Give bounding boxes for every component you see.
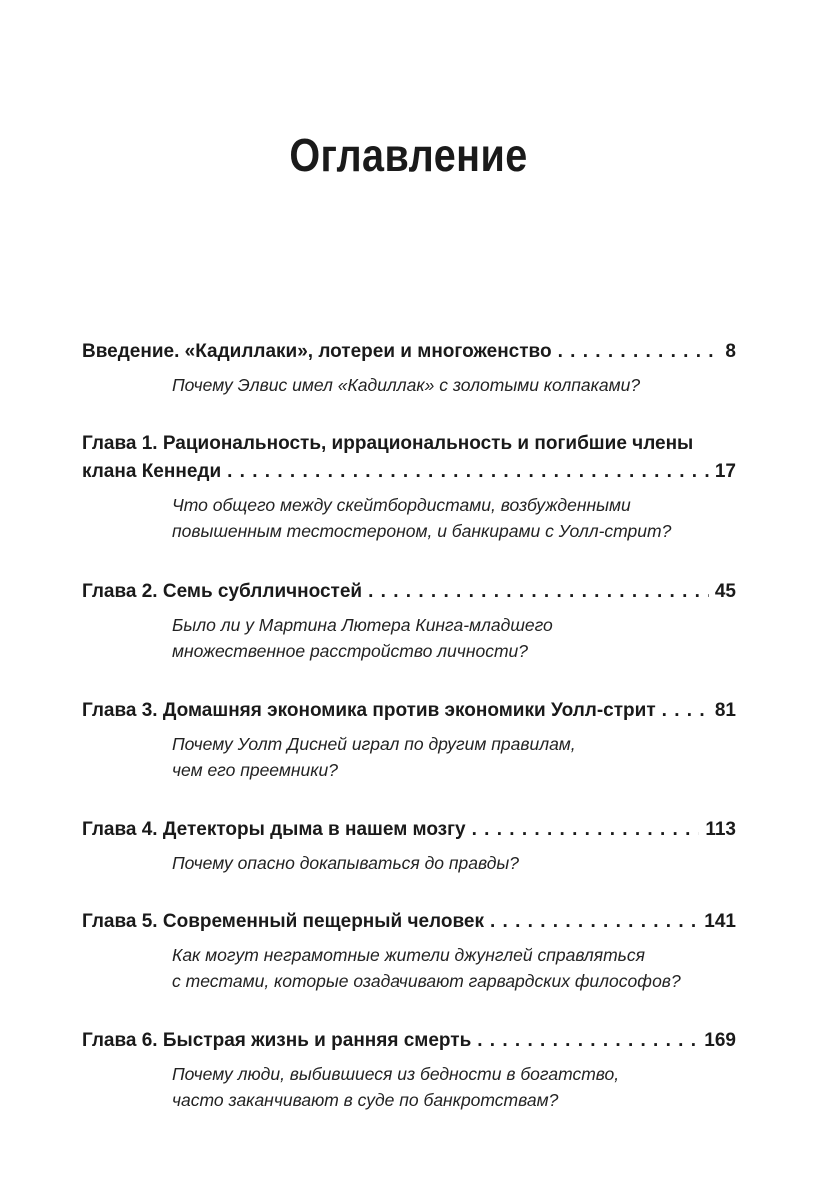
question-line: чем его преемники?: [172, 760, 338, 780]
toc-entry-line: [82, 1027, 736, 1055]
question-line: повышенным тестостероном, и банкирами с Уолл-стрит?: [172, 521, 672, 541]
question-line: Почему Уолт Дисней играл по другим правилам,: [172, 734, 576, 754]
toc-entry-line: [82, 908, 736, 936]
toc-entry-chapter-3[interactable]: [82, 697, 736, 783]
question-line: Как могут неграмотные жители джунглей справляться: [172, 945, 645, 965]
toc-entry-question: [172, 850, 736, 876]
question-line: Что общего между скейтбордистами, возбужденными: [172, 495, 631, 515]
question-line: Было ли у Мартина Лютера Кинга-младшего: [172, 615, 553, 635]
toc-entry-chapter-5[interactable]: [82, 908, 736, 994]
question-line: часто заканчивают в суде по банкротствам?: [172, 1090, 559, 1110]
toc-entry-title: Глава 3. Домашняя экономика против экономики Уолл-стрит: [82, 700, 656, 721]
toc-entry-chapter-1[interactable]: [82, 430, 736, 544]
dot-leader: [472, 816, 700, 844]
toc-page-number: 8: [725, 341, 736, 362]
toc-entry-introduction[interactable]: [82, 338, 736, 398]
toc-entry-line: [82, 578, 736, 606]
dot-leader: [368, 578, 709, 606]
toc-entry-question: [172, 731, 736, 783]
toc-entry-title: Введение. «Кадиллаки», лотереи и многоженство: [82, 341, 552, 362]
toc-entry-line: [82, 697, 736, 725]
toc-entry-question: [172, 372, 736, 398]
dot-leader: [227, 458, 709, 486]
toc-entry-chapter-4[interactable]: [82, 816, 736, 876]
toc-page-number: 169: [704, 1030, 736, 1051]
toc-page-number: 81: [714, 700, 736, 721]
toc-page-number: 45: [714, 581, 736, 602]
toc-page-number: 17: [714, 461, 736, 482]
toc-entry-title-first-line: Глава 1. Рациональность, иррациональность и погибшие члены: [82, 433, 694, 454]
question-line: множественное расстройство личности?: [172, 641, 528, 661]
question-line: Почему опасно докапываться до правды?: [172, 853, 520, 873]
toc-entry-title: Глава 4. Детекторы дыма в нашем мозгу: [82, 819, 466, 840]
toc-page-number: 113: [705, 819, 736, 840]
question-line: Почему Элвис имел «Кадиллак» с золотыми колпаками?: [172, 375, 641, 395]
toc-entry-question: [172, 942, 736, 994]
question-line: Почему люди, выбившиеся из бедности в богатство,: [172, 1064, 620, 1084]
dot-leader: [477, 1027, 698, 1055]
toc-entry-line: [82, 338, 736, 366]
toc-page-number: 141: [704, 911, 736, 932]
dot-leader: [558, 338, 720, 366]
toc-entry-title: Глава 2. Семь сублличностей: [82, 581, 363, 602]
toc-entry-question: [172, 492, 736, 544]
toc-entry-line: [82, 816, 736, 844]
question-line: с тестами, которые озадачивают гарвардских философов?: [172, 971, 681, 991]
toc-entry-chapter-6[interactable]: [82, 1027, 736, 1113]
toc-entry-question: [172, 1061, 736, 1113]
page-title: Оглавление: [289, 129, 528, 181]
toc-entry-line: [82, 458, 736, 486]
toc-entry-title: Глава 6. Быстрая жизнь и ранняя смерть: [82, 1030, 472, 1051]
toc-entry-title: клана Кеннеди: [82, 461, 222, 482]
toc-entry-chapter-2[interactable]: [82, 578, 736, 664]
dot-leader: [490, 908, 698, 936]
toc-entry-title: Глава 5. Современный пещерный человек: [82, 911, 484, 932]
toc-entry-question: [172, 612, 736, 664]
dot-leader: [662, 697, 709, 725]
